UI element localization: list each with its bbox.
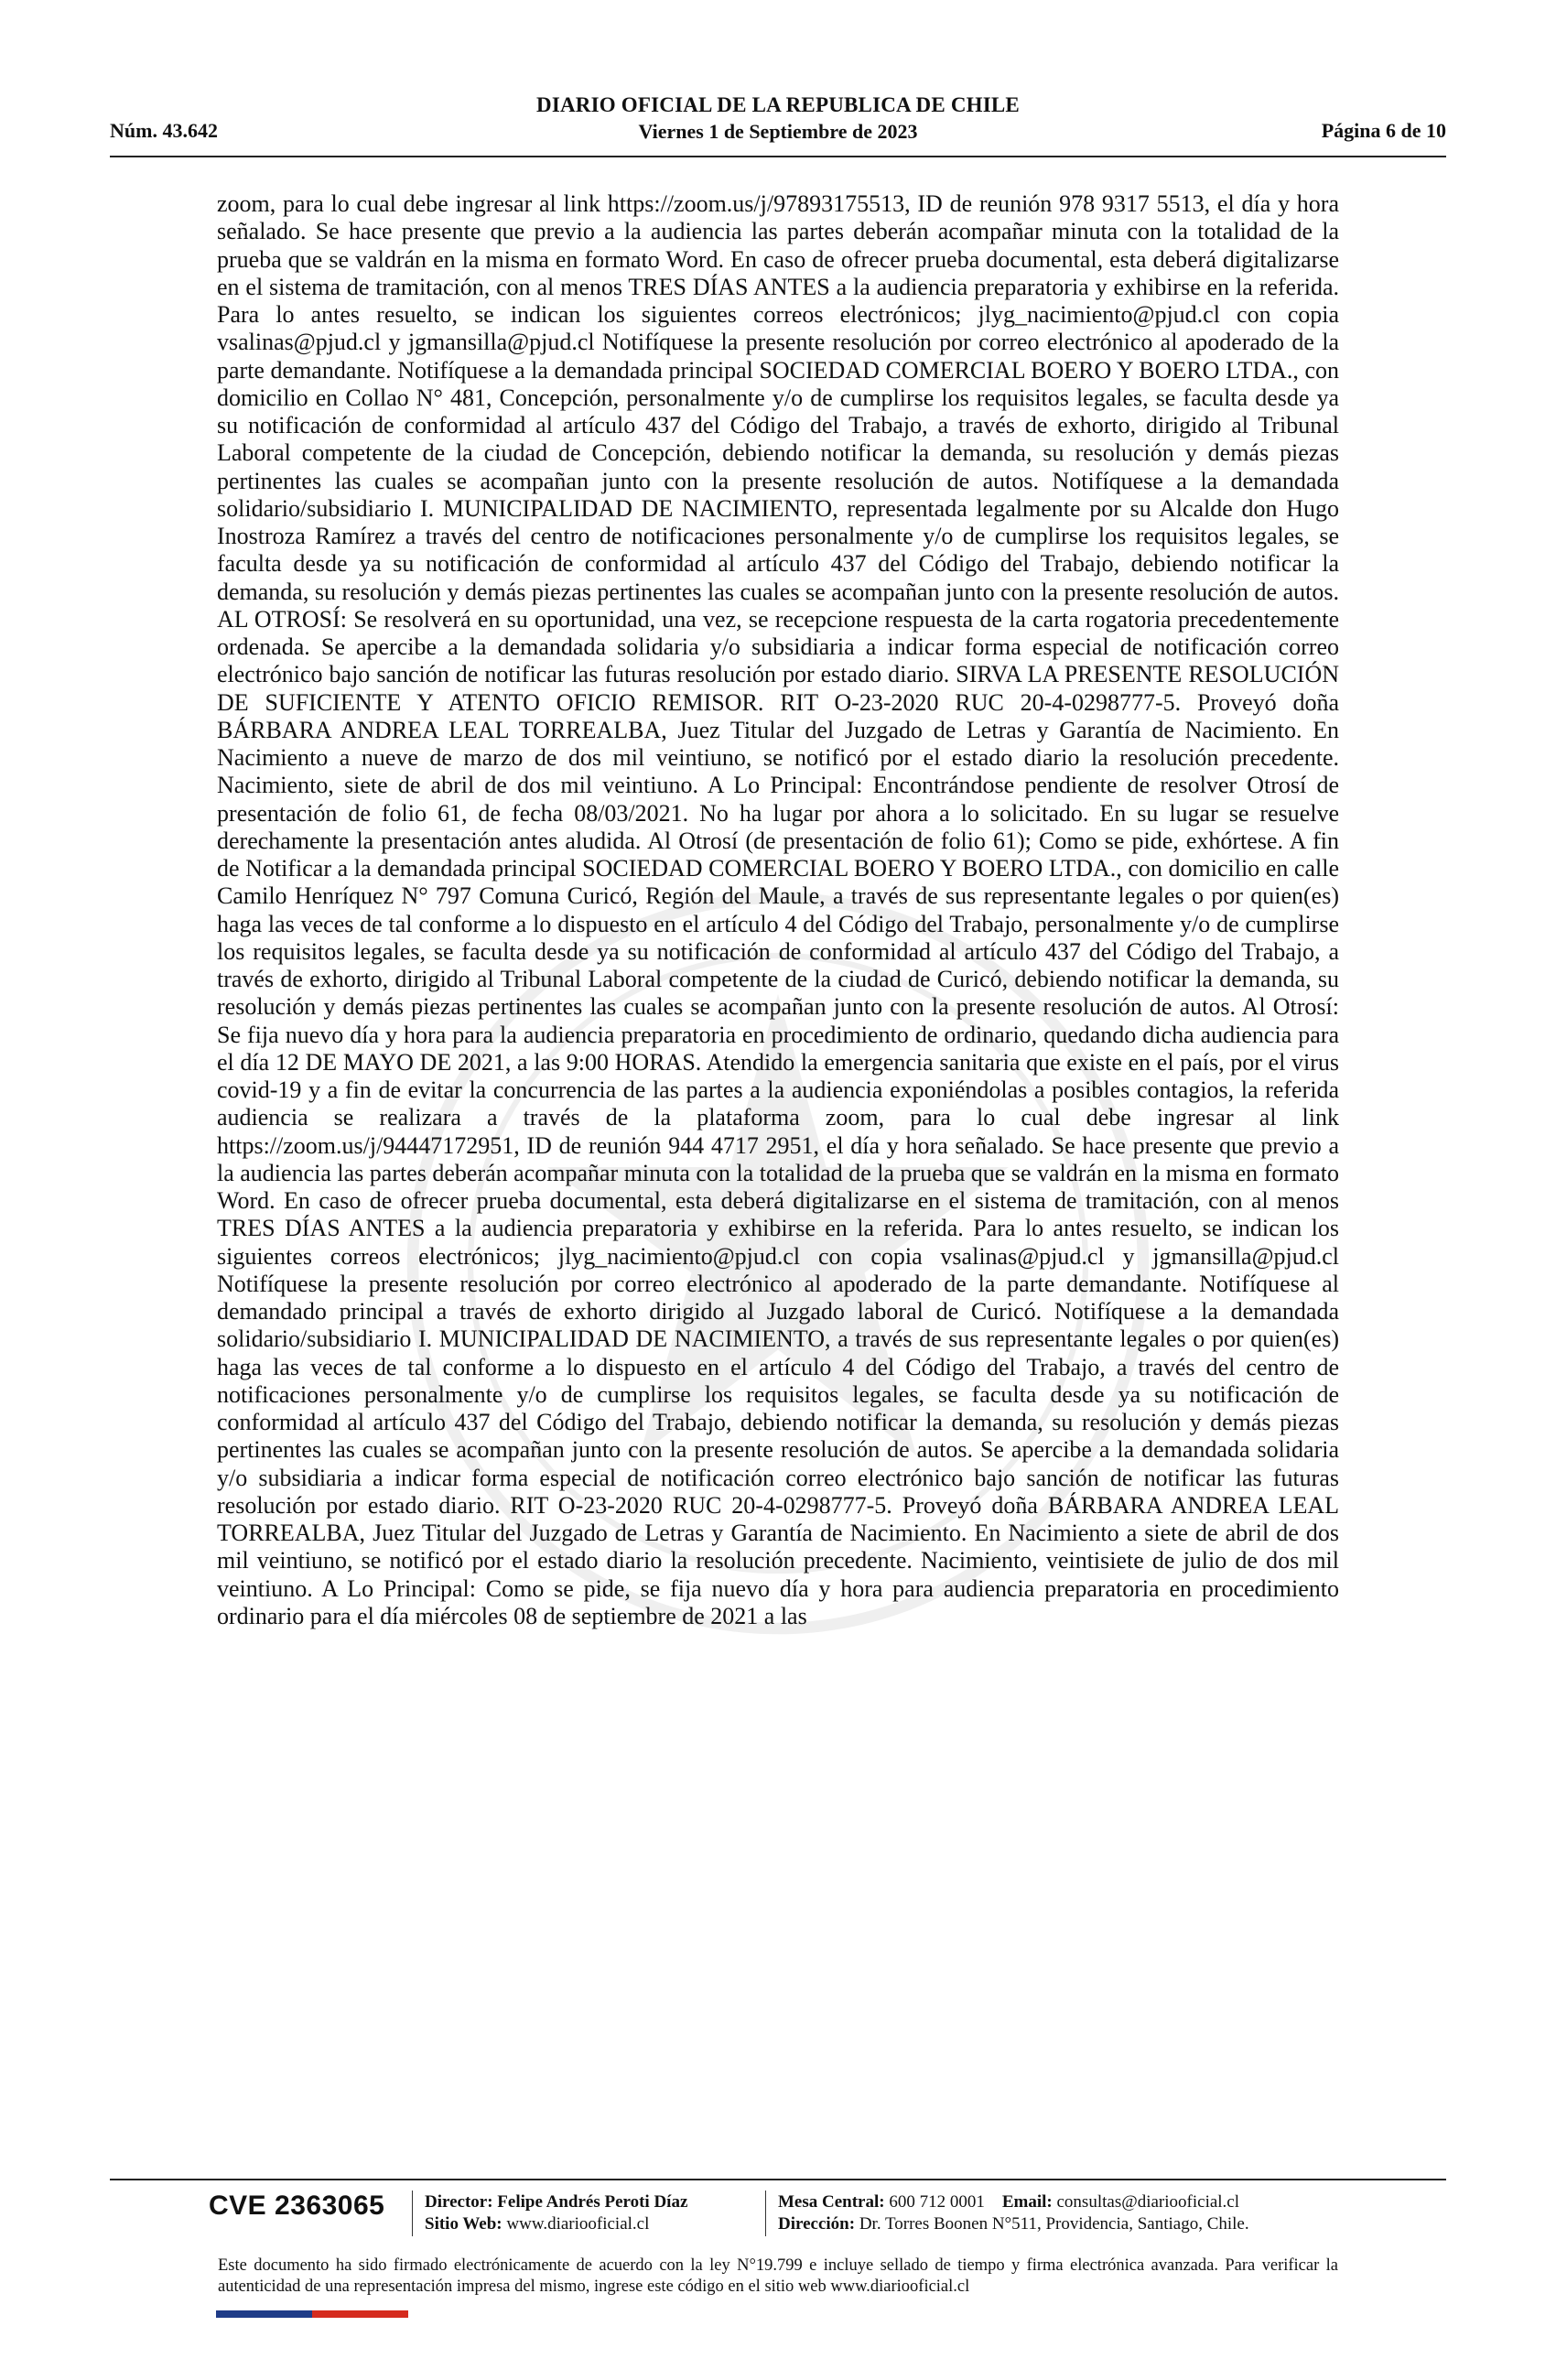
cve-code: CVE 2363065 xyxy=(209,2191,385,2221)
address-label: Dirección: xyxy=(778,2214,856,2234)
flag-stripe xyxy=(216,2310,408,2318)
flag-red-segment xyxy=(312,2310,408,2318)
flag-blue-segment xyxy=(216,2310,312,2318)
director-name: Felipe Andrés Peroti Díaz xyxy=(497,2192,688,2212)
signature-note: Este documento ha sido firmado electrónicamente de acuerdo con la ley N°19.799 e incluye sellado de tiempo y firma electrónica avanzada. Para verificar la autenticidad de una representación impresa del mismo, ingrese este código en el sitio web www.diariooficial.cl xyxy=(218,2256,1338,2296)
page-header xyxy=(110,92,1446,150)
header-divider xyxy=(110,156,1446,157)
footer-contact-block xyxy=(778,2191,1249,2235)
website-label: Sitio Web: xyxy=(425,2214,502,2234)
footer-divider xyxy=(110,2179,1446,2180)
body-text: zoom, para lo cual debe ingresar al link https://zoom.us/j/97893175513, ID de reunión 978 9317 5513, el día y hora señalado. Se hace presente que previo a la audiencia las partes deberán acompañar minuta con la totalidad de la prueba que se valdrán en la misma en formato Word. En caso de ofrecer prueba documental, esta deberá digitalizarse en el sistema de tramitación, con al menos TRES DÍAS ANTES a la audiencia preparatoria y exhibirse en la referida. Para lo antes resuelto, se indican los siguientes correos electrónicos; jlyg_nacimiento@pjud.cl con copia vsalinas@pjud.cl y jgmansilla@pjud.cl Notifíquese la presente resolución por correo electrónico al apoderado de la parte demandante. Notifíquese a la demandada principal SOCIEDAD COMERCIAL BOERO Y BOERO LTDA., con domicilio en Collao N° 481, Concepción, personalmente y/o de cumplirse los requisitos legales, se faculta desde ya su notificación de conformidad al artículo 437 del Código del Trabajo, a través de exhorto, dirigido al Tribunal Laboral competente de la ciudad de Concepción, debiendo notificar la demanda, su resolución y demás piezas pertinentes las cuales se acompañan junto con la presente resolución de autos. Notifíquese a la demandada solidario/subsidiario I. MUNICIPALIDAD DE NACIMIENTO, representada legalmente por su Alcalde don Hugo Inostroza Ramírez a través del centro de notificaciones personalmente y/o de cumplirse los requisitos legales, se faculta desde ya su notificación de conformidad al artículo 437 del Código del Trabajo, debiendo notificar la demanda, su resolución y demás piezas pertinentes las cuales se acompañan junto con la presente resolución de autos. AL OTROSÍ: Se resolverá en su oportunidad, una vez, se recepcione respuesta de la carta rogatoria precedentemente ordenada. Se apercibe a la demandada solidaria y/o subsidiaria a indicar forma especial de notificación correo electrónico bajo sanción de notificar las futuras resolución por estado diario. SIRVA LA PRESENTE RESOLUCIÓN DE SUFICIENTE Y ATENTO OFICIO REMISOR. RIT O-23-2020 RUC 20-4-0298777-5. Proveyó doña BÁRBARA ANDREA LEAL TORREALBA, Juez Titular del Juzgado de Letras y Garantía de Nacimiento. En Nacimiento a nueve de marzo de dos mil veintiuno, se notificó por el estado diario la resolución precedente. Nacimiento, siete de abril de dos mil veintiuno. A Lo Principal: Encontrándose pendiente de resolver Otrosí de presentación de folio 61, de fecha 08/03/2021. No ha lugar por ahora a lo solicitado. En su lugar se resuelve derechamente la presentación antes aludida. Al Otrosí (de presentación de folio 61); Como se pide, exhórtese. A fin de Notificar a la demandada principal SOCIEDAD COMERCIAL BOERO Y BOERO LTDA., con domicilio en calle Camilo Henríquez N° 797 Comuna Curicó, Región del Maule, a través de sus representante legales o por quien(es) haga las veces de tal conforme a lo dispuesto en el artículo 4 del Código del Trabajo, personalmente y/o de cumplirse los requisitos legales, se faculta desde ya su notificación de conformidad al artículo 437 del Código del Trabajo, a través de exhorto, dirigido al Tribunal Laboral competente de la ciudad de Curicó, debiendo notificar la demanda, su resolución y demás piezas pertinentes las cuales se acompañan junto con la presente resolución de autos. Al Otrosí: Se fija nuevo día y hora para la audiencia preparatoria en procedimiento de ordinario, quedando dicha audiencia para el día 12 DE MAYO DE 2021, a las 9:00 HORAS. Atendido la emergencia sanitaria que existe en el país, por el virus covid-19 y a fin de evitar la concurrencia de las partes a la audiencia exponiéndolas a posibles contagios, la referida audiencia se realizara a través de la plataforma zoom, para lo cual debe ingresar al link https://zoom.us/j/94447172951, ID de reunión 944 4717 2951, el día y hora señalado. Se hace presente que previo a la audiencia las partes deberán acompañar minuta con la totalidad de la prueba que se valdrán en la misma en formato Word. En caso de ofrecer prueba documental, esta deberá digitalizarse en el sistema de tramitación, con al menos TRES DÍAS ANTES a la audiencia preparatoria y exhibirse en la referida. Para lo antes resuelto, se indican los siguientes correos electrónicos; jlyg_nacimiento@pjud.cl con copia vsalinas@pjud.cl y jgmansilla@pjud.cl Notifíquese la presente resolución por correo electrónico al apoderado de la parte demandante. Notifíquese al demandado principal a través de exhorto dirigido al Juzgado laboral de Curicó. Notifíquese a la demandada solidario/subsidiario I. MUNICIPALIDAD DE NACIMIENTO, a través de sus representante legales o por quien(es) haga las veces de tal conforme a lo dispuesto en el artículo 4 del Código del Trabajo, a través del centro de notificaciones personalmente y/o de cumplirse los requisitos legales, se faculta desde ya su notificación de conformidad al artículo 437 del Código del Trabajo, debiendo notificar la demanda, su resolución y demás piezas pertinentes las cuales se acompañan junto con la presente resolución de autos. Se apercibe a la demandada solidaria y/o subsidiaria a indicar forma especial de notificación correo electrónico bajo sanción de notificar las futuras resolución por estado diario. RIT O-23-2020 RUC 20-4-0298777-5. Proveyó doña BÁRBARA ANDREA LEAL TORREALBA, Juez Titular del Juzgado de Letras y Garantía de Nacimiento. En Nacimiento a siete de abril de dos mil veintiuno, se notificó por el estado diario la resolución precedente. Nacimiento, veintisiete de julio de dos mil veintiuno. A Lo Principal: Como se pide, se fija nuevo día y hora para audiencia preparatoria en procedimiento ordinario para el día miércoles 08 de septiembre de 2021 a las xyxy=(217,190,1339,1629)
footer-separator xyxy=(412,2191,413,2236)
email-link[interactable]: consultas@diariooficial.cl xyxy=(1056,2192,1240,2212)
footer-separator xyxy=(765,2191,766,2236)
publication-date: Viernes 1 de Septiembre de 2023 xyxy=(638,120,918,143)
phone-label: Mesa Central: xyxy=(778,2192,885,2212)
phone-number: 600 712 0001 xyxy=(889,2192,985,2212)
email-label: Email: xyxy=(1001,2192,1053,2212)
address-value: Dr. Torres Boonen N°511, Providencia, Santiago, Chile. xyxy=(859,2214,1249,2234)
director-label: Director: xyxy=(425,2192,493,2212)
page-number: Página 6 de 10 xyxy=(1321,119,1446,142)
website-link[interactable]: www.diariooficial.cl xyxy=(506,2214,650,2234)
issue-number: Núm. 43.642 xyxy=(110,119,218,142)
footer-director-block xyxy=(425,2191,687,2235)
publication-title: DIARIO OFICIAL DE LA REPUBLICA DE CHILE xyxy=(536,93,1020,116)
